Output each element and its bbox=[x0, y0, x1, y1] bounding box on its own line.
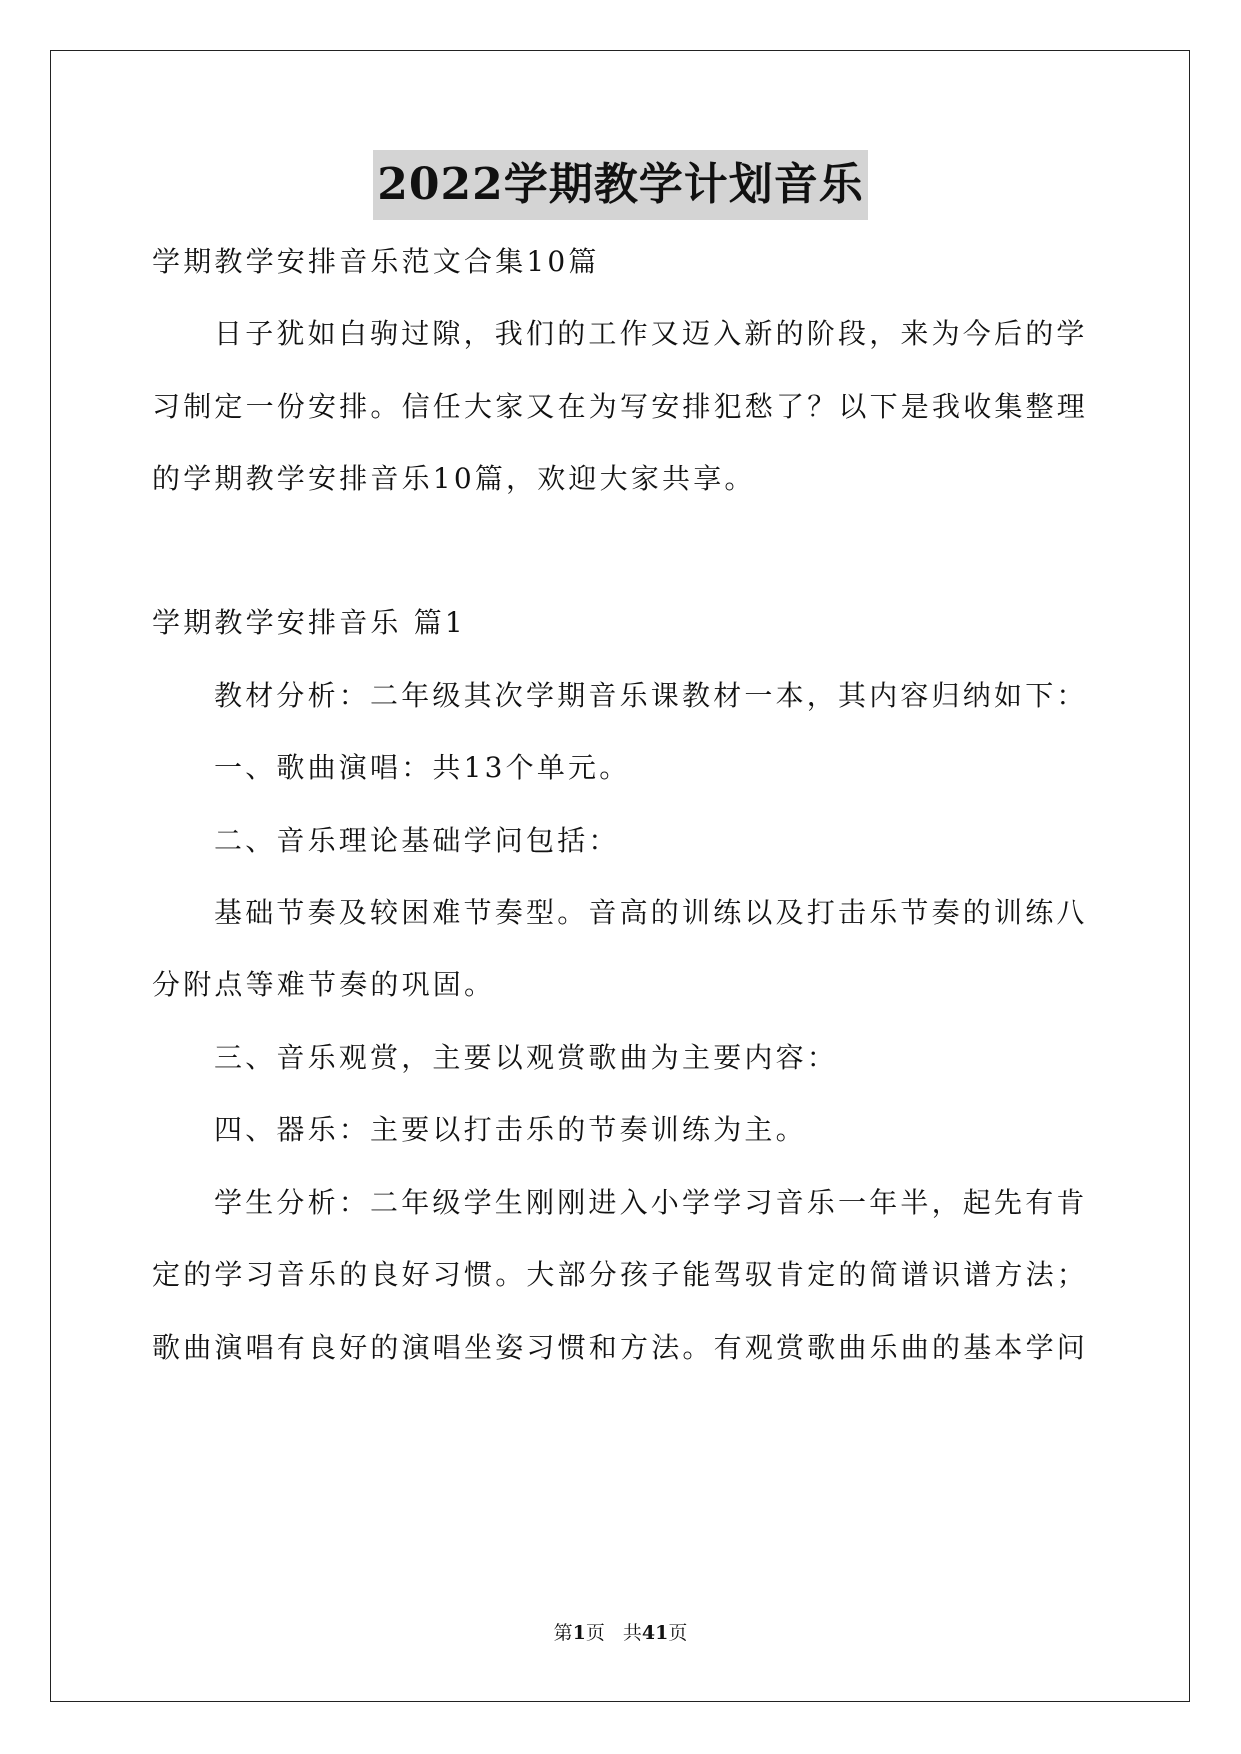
page-border bbox=[50, 50, 1190, 1702]
paragraph-line: 学生分析：二年级学生刚刚进入小学学习音乐一年半，起先有肯 bbox=[214, 1186, 1088, 1219]
paragraph-line: 的学期教学安排音乐10篇，欢迎大家共享。 bbox=[152, 462, 756, 495]
paragraph-line: 分附点等难节奏的巩固。 bbox=[152, 968, 496, 1001]
subtitle-line: 学期教学安排音乐范文合集10篇 bbox=[152, 245, 600, 278]
paragraph-line: 歌曲演唱有良好的演唱坐姿习惯和方法。有观赏歌曲乐曲的基本学问 bbox=[152, 1331, 1089, 1364]
total-pages: 41 bbox=[641, 1622, 669, 1644]
total-pages-indicator: 共41页 bbox=[622, 1622, 688, 1644]
paragraph-line: 日子犹如白驹过隙，我们的工作又迈入新的阶段，来为今后的学 bbox=[214, 317, 1088, 350]
section-heading: 学期教学安排音乐 篇1 bbox=[152, 606, 466, 639]
paragraph-line: 教材分析：二年级其次学期音乐课教材一本，其内容归纳如下： bbox=[214, 679, 1088, 712]
page-indicator: 第1页 bbox=[553, 1622, 605, 1644]
page-footer bbox=[0, 1618, 1241, 1645]
paragraph-line: 习制定一份安排。信任大家又在为写安排犯愁了？以下是我收集整理 bbox=[152, 390, 1089, 423]
paragraph-line: 定的学习音乐的良好习惯。大部分孩子能驾驭肯定的简谱识谱方法； bbox=[152, 1258, 1089, 1291]
paragraph-line: 四、器乐：主要以打击乐的节奏训练为主。 bbox=[214, 1113, 807, 1146]
paragraph-line: 一、歌曲演唱：共13个单元。 bbox=[214, 751, 631, 784]
title-container bbox=[0, 150, 1241, 220]
paragraph-line: 二、音乐理论基础学问包括： bbox=[214, 824, 620, 857]
paragraph-line: 三、音乐观赏，主要以观赏歌曲为主要内容： bbox=[214, 1041, 839, 1074]
page-number: 1 bbox=[572, 1622, 586, 1644]
paragraph-line: 基础节奏及较困难节奏型。音高的训练以及打击乐节奏的训练八 bbox=[214, 896, 1088, 929]
document-title: 2022学期教学计划音乐 bbox=[373, 150, 867, 220]
